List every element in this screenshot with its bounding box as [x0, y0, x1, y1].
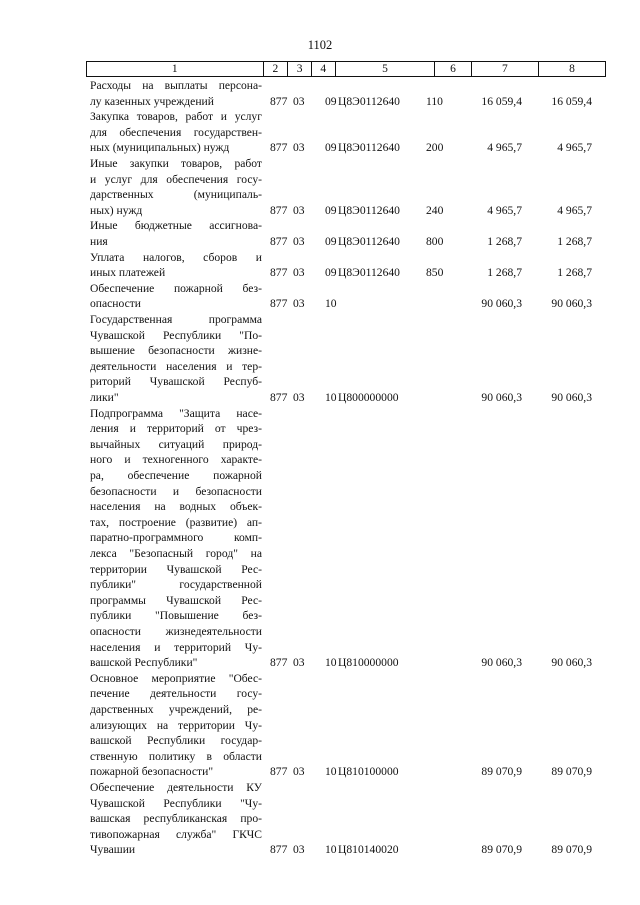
cell-c5: Ц810140020 [338, 843, 399, 857]
column-header-8: 8 [538, 62, 605, 76]
cell-c8: 90 060,3 [551, 656, 592, 670]
description-line: ных) нужд [90, 203, 143, 217]
cell-c3: 03 [293, 297, 305, 311]
cell-c7: 90 060,3 [481, 391, 522, 404]
row-description [90, 780, 262, 858]
column-header-5: 5 [335, 62, 435, 76]
cell-c3: 03 [293, 656, 305, 670]
description-line: ра, обеспечение пожарной [90, 468, 262, 482]
cell-c5: Ц810000000 [338, 656, 399, 670]
description-line: лекса "Безопасный город" на [90, 546, 262, 560]
cell-c3: 03 [293, 203, 305, 217]
row-description [90, 312, 262, 406]
cell-c8: 90 060,3 [551, 297, 592, 311]
cell-c6: 800 [426, 234, 444, 248]
description-line: населения на водных объек- [90, 500, 262, 514]
description-line: и услуг для обеспечения госу- [90, 172, 262, 186]
cell-c2: 877 [270, 843, 288, 857]
cell-c2: 877 [270, 297, 288, 311]
cell-c8: 89 070,9 [551, 765, 592, 779]
cell-c7: 4 965,7 [487, 203, 522, 217]
cell-c2: 877 [270, 234, 288, 248]
cell-c8: 1 268,7 [557, 266, 592, 280]
cell-c2: 877 [270, 656, 288, 670]
cell-c2: 877 [270, 141, 288, 155]
description-line: пожарной безопасности" [90, 765, 214, 779]
cell-c8: 4 965,7 [557, 141, 592, 155]
description-line: Закупка товаров, работ и услуг [90, 110, 262, 124]
cell-c7: 1 268,7 [487, 266, 522, 280]
column-header-3: 3 [287, 62, 311, 76]
table-header [86, 61, 606, 77]
cell-c8: 4 965,7 [557, 203, 592, 217]
cell-c4: 09 [325, 234, 337, 248]
description-line: территории Чувашской Рес- [90, 562, 262, 576]
row-description [90, 406, 262, 671]
cell-c7: 4 965,7 [487, 141, 522, 155]
cell-c5: Ц8Э0112640 [338, 203, 400, 217]
column-header-7: 7 [471, 62, 538, 76]
cell-c7: 89 070,9 [481, 765, 522, 779]
cell-c3: 03 [293, 234, 305, 248]
description-line: Иные бюджетные ассигнова- [90, 219, 262, 233]
cell-c3: 03 [293, 266, 305, 280]
cell-c2: 877 [270, 765, 288, 779]
cell-c5: Ц8Э0112640 [338, 141, 400, 155]
description-line: Государственная программа [90, 313, 262, 326]
cell-c4: 10 [325, 656, 337, 670]
description-line: Чувашской Республики "Чу- [90, 796, 262, 810]
description-line: иных платежей [90, 266, 166, 280]
description-line: опасности жизнедеятельности [90, 624, 262, 638]
cell-c4: 10 [325, 765, 337, 779]
cell-c8: 89 070,9 [551, 843, 592, 857]
row-description [90, 78, 262, 109]
table-row [86, 78, 604, 109]
description-line: Основное мероприятие "Обес- [90, 671, 262, 685]
table-row [86, 156, 604, 218]
cell-c5: Ц8Э0112640 [338, 94, 400, 108]
row-description [90, 109, 262, 156]
description-line: тивопожарная служба" ГКЧС [90, 827, 262, 841]
description-line: печение деятельности госу- [90, 687, 262, 701]
page-number: 1102 [307, 38, 333, 52]
description-line: паратно-программного комп- [90, 531, 262, 545]
row-description [90, 281, 262, 312]
cell-c7: 90 060,3 [481, 297, 522, 311]
cell-c3: 03 [293, 843, 305, 857]
description-line: ния [90, 234, 108, 248]
column-header-1: 1 [171, 63, 178, 75]
cell-c2: 877 [270, 391, 288, 404]
table-row [86, 218, 604, 249]
row-description [90, 250, 262, 281]
description-line: риторий Чувашской Респуб- [90, 375, 262, 389]
description-line: населения и территорий Чу- [90, 640, 262, 654]
cell-c4: 09 [325, 203, 337, 217]
cell-c3: 03 [293, 391, 305, 404]
cell-c4: 09 [325, 94, 337, 108]
description-line: Чувашии [90, 843, 136, 857]
table-row [86, 312, 604, 406]
cell-c7: 16 059,4 [481, 94, 522, 108]
cell-c6: 110 [426, 94, 443, 108]
description-line: Расходы на выплаты персона- [90, 79, 262, 92]
cell-c4: 10 [325, 297, 337, 311]
cell-c6: 850 [426, 266, 444, 280]
description-line: Уплата налогов, сборов и [90, 250, 262, 264]
description-line: вышение безопасности жизне- [90, 344, 262, 358]
description-line: Подпрограмма "Защита насе- [90, 406, 262, 420]
description-line: лу казенных учреждений [90, 94, 214, 108]
description-line: ных (муниципальных) нужд [90, 141, 230, 155]
cell-c3: 03 [293, 94, 305, 108]
table-row [86, 780, 604, 858]
description-line: вычайных ситуаций природ- [90, 437, 262, 451]
description-line: для обеспечения государствен- [90, 125, 262, 139]
cell-c4: 10 [325, 391, 337, 404]
description-line: безопасности и безопасности [90, 484, 262, 498]
cell-c4: 10 [325, 843, 337, 857]
cell-c8: 1 268,7 [557, 234, 592, 248]
column-header-6: 6 [434, 62, 471, 76]
row-description [90, 671, 262, 780]
row-description [90, 218, 262, 249]
cell-c5: Ц800000000 [338, 391, 399, 404]
cell-c5: Ц810100000 [338, 765, 399, 779]
description-line: Обеспечение деятельности КУ [90, 781, 262, 794]
description-line: ализующих на территории Чу- [90, 718, 262, 732]
description-line: вашской Республики" [90, 656, 198, 670]
cell-c7: 1 268,7 [487, 234, 522, 248]
cell-c4: 09 [325, 141, 337, 155]
description-line: ственную политику в области [90, 749, 262, 763]
description-line: публики" государственной [90, 578, 262, 592]
table-row [86, 281, 604, 312]
description-line: Обеспечение пожарной без- [90, 281, 262, 295]
description-line: дарственных (муниципаль- [90, 188, 262, 202]
description-line: программы Чувашской Рес- [90, 593, 262, 607]
table-row [86, 109, 604, 156]
cell-c2: 877 [270, 94, 288, 108]
cell-c2: 877 [270, 266, 288, 280]
table-row [86, 406, 604, 671]
cell-c8: 16 059,4 [551, 94, 592, 108]
cell-c5: Ц8Э0112640 [338, 266, 400, 280]
cell-c4: 09 [325, 266, 337, 280]
column-header-2: 2 [263, 62, 288, 76]
description-line: публики "Повышение без- [90, 609, 262, 623]
description-line: Иные закупки товаров, работ [90, 157, 262, 170]
column-header-4: 4 [311, 62, 335, 76]
description-line: Чувашской Республики "По- [90, 328, 262, 342]
cell-c6: 200 [426, 141, 444, 155]
description-line: тах, построение (развитие) ап- [90, 515, 262, 529]
cell-c5: Ц8Э0112640 [338, 234, 400, 248]
description-line: ления и территорий от чрез- [90, 422, 262, 436]
description-line: вашской Республики государ- [90, 734, 262, 748]
cell-c7: 90 060,3 [481, 656, 522, 670]
cell-c6: 240 [426, 203, 444, 217]
description-line: опасности [90, 297, 142, 311]
cell-c7: 89 070,9 [481, 843, 522, 857]
cell-c3: 03 [293, 765, 305, 779]
description-line: деятельности населения и тер- [90, 359, 262, 373]
description-line: ного и техногенного характе- [90, 453, 262, 467]
description-line: дарственных учреждений, ре- [90, 702, 262, 716]
table-row [86, 250, 604, 281]
cell-c2: 877 [270, 203, 288, 217]
cell-c3: 03 [293, 141, 305, 155]
table-row [86, 671, 604, 780]
description-line: вашская республиканская про- [90, 812, 262, 826]
cell-c8: 90 060,3 [551, 391, 592, 404]
description-line: лики" [90, 390, 119, 404]
row-description [90, 156, 262, 218]
